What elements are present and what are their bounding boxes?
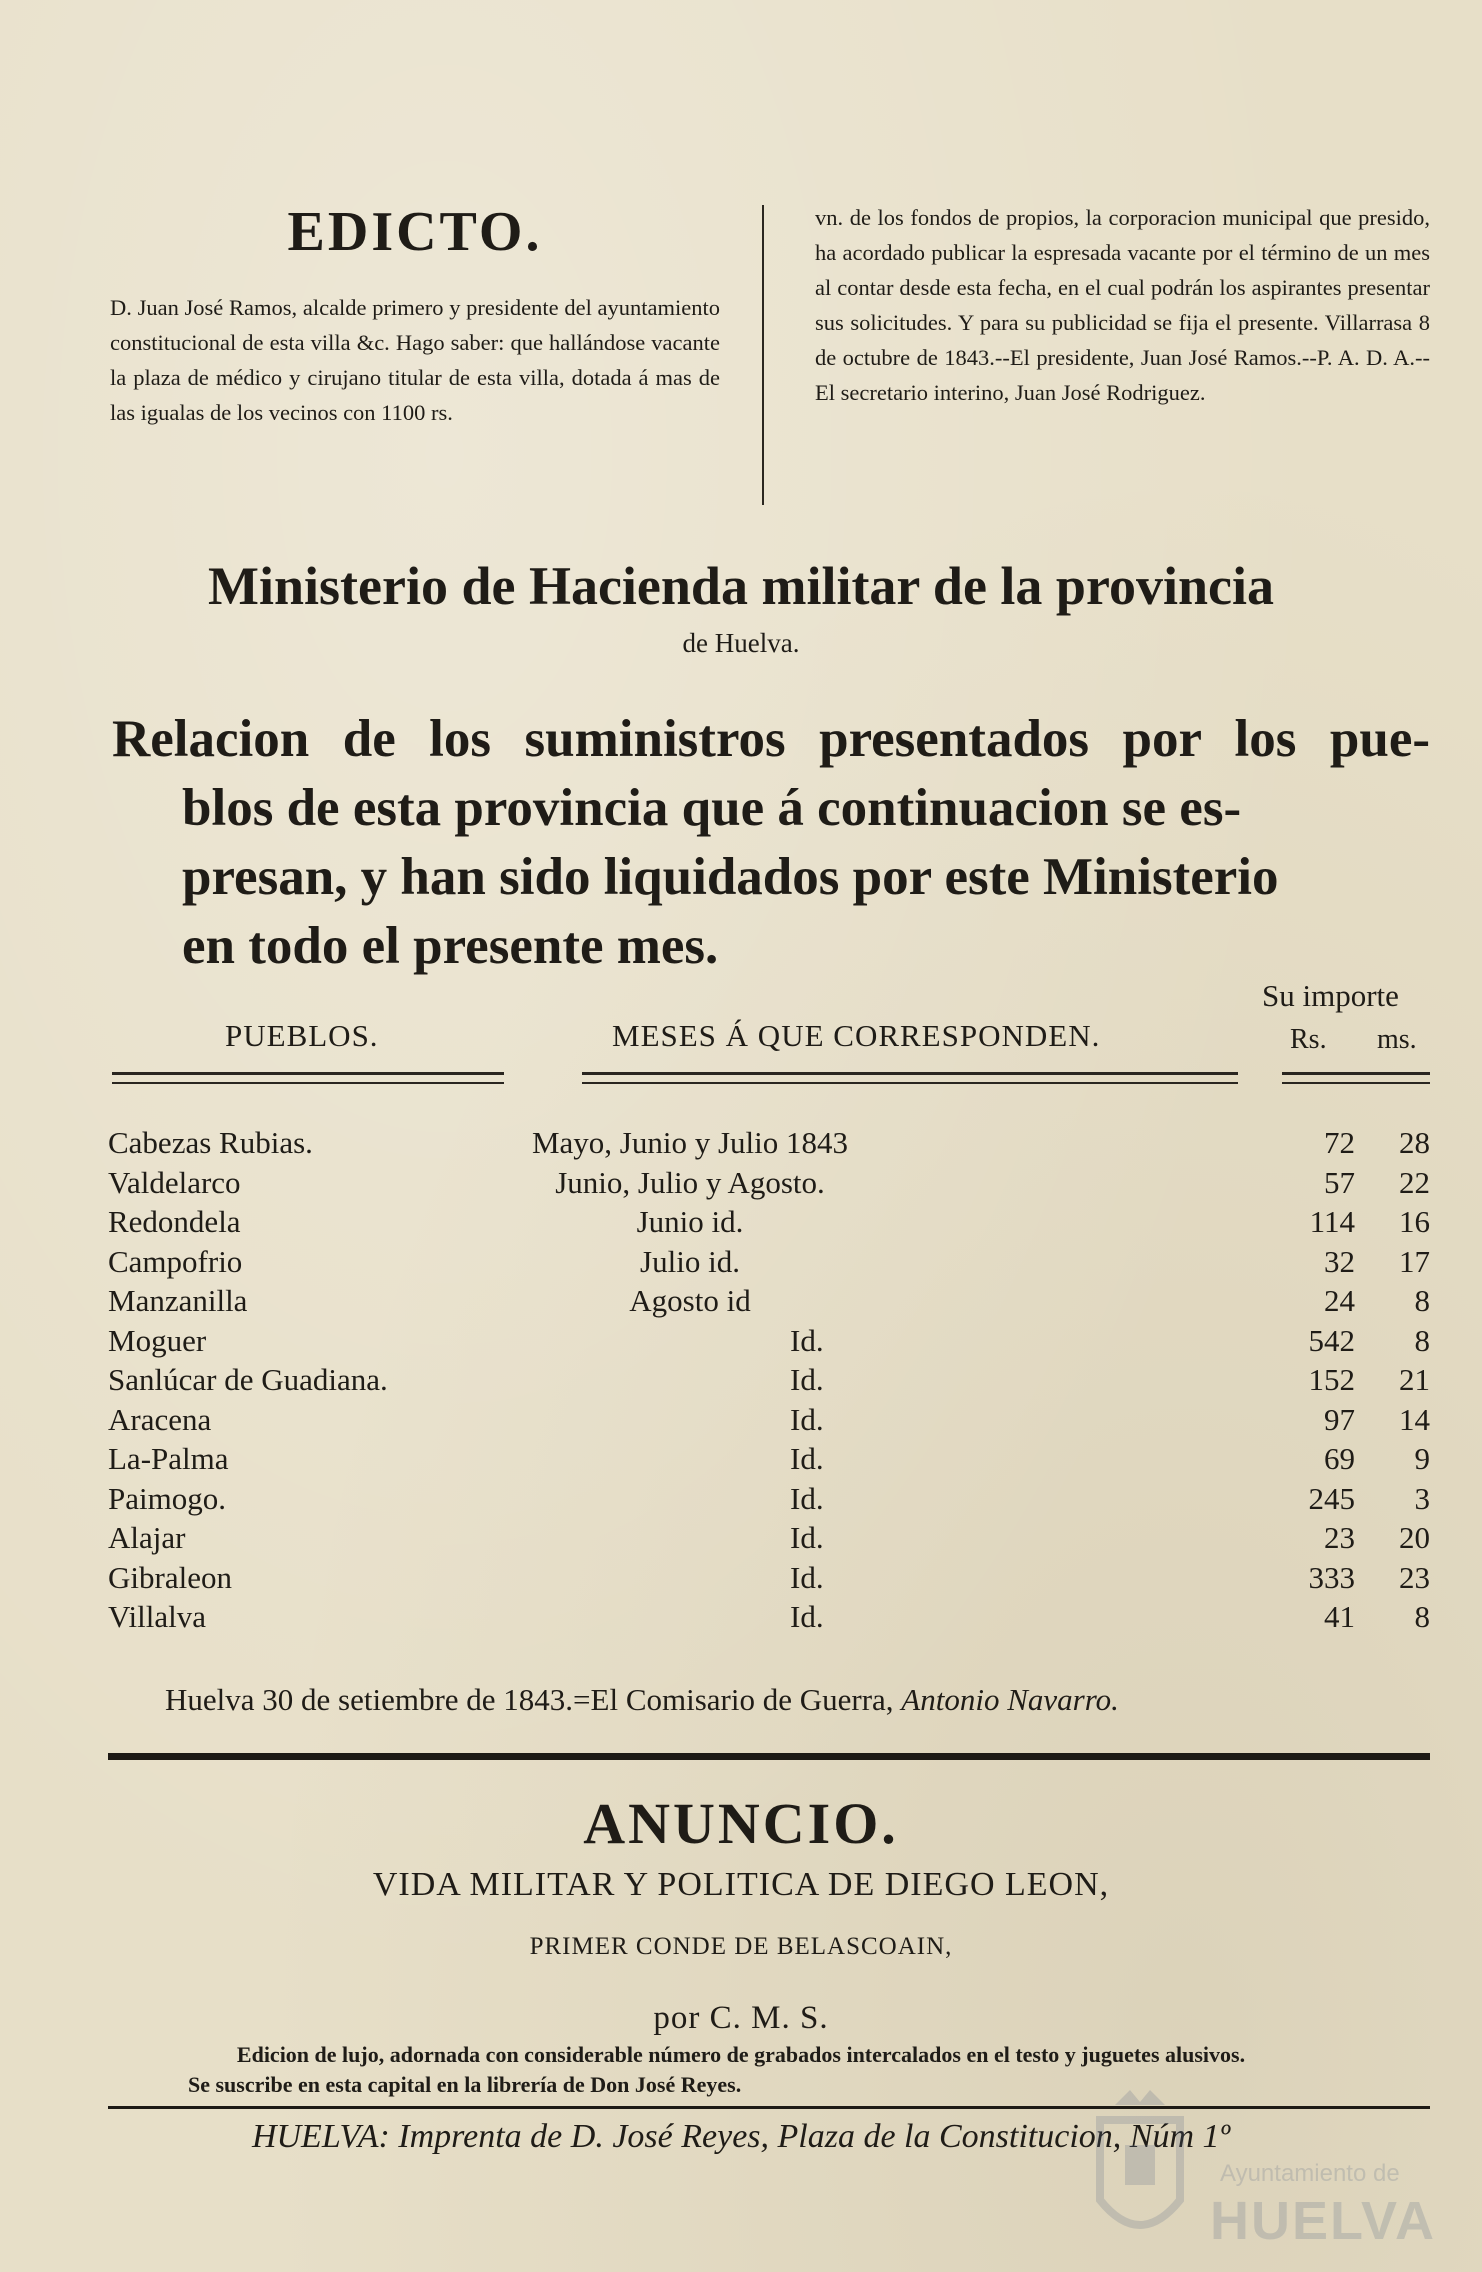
edicto-right-column [815, 200, 1430, 410]
table-row [0, 1560, 1482, 1600]
imprenta-footer: HUELVA: Imprenta de D. José Reyes, Plaza de la Constitucion, Núm 1º [251, 2118, 1231, 2155]
row-ms: 8 [1414, 1283, 1430, 1318]
ministerio-subtitle: de Huelva. [682, 628, 800, 658]
row-mes: Id. [790, 1322, 824, 1358]
anuncio-subtitle: PRIMER CONDE DE BELASCOAIN, [529, 1933, 953, 1960]
row-pueblo: Paimogo. [108, 1480, 226, 1516]
coat-of-arms-icon [1080, 2090, 1200, 2260]
row-rs: 245 [1308, 1480, 1355, 1516]
row-mes: Julio id. [640, 1243, 740, 1279]
row-rs: 32 [1324, 1243, 1355, 1279]
row-rs: 57 [1324, 1164, 1355, 1200]
row-ms: 9 [1414, 1441, 1430, 1476]
row-mes: Id. [790, 1441, 824, 1476]
table-row [0, 1362, 1482, 1402]
header-pueblos: PUEBLOS. [225, 1018, 379, 1053]
table-row [0, 1204, 1482, 1244]
row-mes: Id. [790, 1520, 824, 1555]
signature-text: Huelva 30 de setiembre de 1843.=El Comisario de Guerra, [165, 1682, 894, 1717]
row-ms: 20 [1399, 1520, 1430, 1555]
table-row [0, 1283, 1482, 1323]
row-ms: 16 [1399, 1204, 1430, 1239]
row-mes: Mayo, Junio y Julio 1843 [531, 1125, 849, 1160]
edicto-right-text: vn. de los fondos de propios, la corporacion municipal que presido, ha acordado publicar la espresada vacante por el término de un mes al contar desde esta fecha, en el cual podrán los aspirantes presentar sus solicitudes. Y para su publicidad se fija el presente. Villarrasa 8 de octubre de 1843.--El presidente, Juan José Ramos.--P. A. D. A.--El secretario interino, Juan José Rodriguez. [815, 205, 1430, 405]
header-importe: Su importe [1262, 978, 1399, 1013]
ministerio-title: Ministerio de Hacienda militar de la provincia [208, 556, 1274, 616]
header-rule-importe [1282, 1072, 1430, 1084]
row-ms: 28 [1399, 1125, 1430, 1160]
relacion-line-1: Relacion de los suministros presentados por los pue- [112, 710, 1430, 768]
header-meses: MESES Á QUE CORRESPONDEN. [612, 1018, 1101, 1053]
row-pueblo: Redondela [108, 1204, 241, 1239]
row-rs: 23 [1324, 1520, 1355, 1555]
table-row [0, 1244, 1482, 1284]
relacion-line-2: blos de esta provincia que á continuacion se es- [182, 779, 1242, 837]
watermark-line-2: HUELVA [1210, 2191, 1436, 2251]
relacion-line-4: en todo el presente mes. [182, 917, 719, 975]
row-mes: Junio id. [636, 1204, 744, 1239]
table-row [0, 1481, 1482, 1521]
table-row [0, 1165, 1482, 1205]
header-rs: Rs. [1290, 1024, 1327, 1055]
row-mes: Id. [790, 1599, 824, 1634]
row-ms: 3 [1414, 1480, 1430, 1516]
column-divider [762, 205, 764, 505]
anuncio-author: por C. M. S. [653, 2000, 829, 2036]
edicto-left-text: D. Juan José Ramos, alcalde primero y presidente del ayuntamiento constitucional de esta villa &c. Hago saber: que hallándose vacante la plaza de médico y cirujano titular de esta villa, dotada á mas de las igualas de los vecinos con 1100 rs. [110, 295, 720, 425]
header-rule-pueblos [112, 1072, 504, 1084]
row-mes: Id. [790, 1401, 824, 1437]
row-ms: 22 [1399, 1164, 1430, 1200]
table-row [0, 1402, 1482, 1442]
watermark-line-1: Ayuntamiento de [1220, 2160, 1400, 2187]
table-row [0, 1599, 1482, 1639]
row-mes: Id. [790, 1480, 824, 1516]
row-rs: 97 [1324, 1401, 1355, 1437]
anuncio-description: Edicion de lujo, adornada con considerable número de grabados intercalados en el testo y juguetes alusivos. [236, 2042, 1246, 2067]
table-row [0, 1441, 1482, 1481]
row-pueblo: Valdelarco [108, 1164, 241, 1200]
watermark [1080, 2090, 1436, 2260]
anuncio-subscription: Se suscribe en esta capital en la librería de Don José Reyes. [188, 2072, 742, 2097]
row-pueblo: Sanlúcar de Guadiana. [108, 1362, 388, 1397]
row-pueblo: La-Palma [108, 1441, 229, 1476]
row-pueblo: Gibraleon [108, 1559, 232, 1595]
row-ms: 21 [1399, 1362, 1430, 1397]
anuncio-title: ANUNCIO. [583, 1791, 899, 1856]
signature-name: Antonio Navarro. [901, 1682, 1119, 1717]
relacion-heading [112, 705, 1430, 981]
row-pueblo: Alajar [108, 1520, 186, 1555]
row-pueblo: Aracena [108, 1401, 212, 1437]
row-ms: 14 [1399, 1401, 1430, 1437]
table-body [0, 1125, 1482, 1639]
row-ms: 8 [1414, 1599, 1430, 1634]
row-rs: 41 [1324, 1599, 1355, 1634]
row-pueblo: Campofrio [108, 1243, 243, 1279]
edicto-left-column [110, 200, 720, 430]
header-ms: ms. [1377, 1024, 1417, 1055]
row-ms: 23 [1399, 1559, 1430, 1595]
row-pueblo: Manzanilla [108, 1283, 248, 1318]
row-rs: 114 [1309, 1204, 1355, 1239]
table-row [0, 1323, 1482, 1363]
row-mes: Id. [790, 1559, 824, 1595]
row-pueblo: Moguer [108, 1322, 207, 1358]
signature-line [165, 1682, 1119, 1718]
row-ms: 17 [1399, 1243, 1430, 1279]
row-pueblo: Cabezas Rubias. [108, 1125, 313, 1160]
row-pueblo: Villalva [108, 1599, 206, 1634]
table-row [0, 1125, 1482, 1165]
table-row [0, 1520, 1482, 1560]
row-mes: Agosto id [629, 1283, 751, 1318]
row-ms: 8 [1414, 1322, 1430, 1358]
section-divider [108, 1753, 1430, 1760]
edicto-title: EDICTO. [287, 201, 543, 263]
row-rs: 72 [1324, 1125, 1355, 1160]
row-rs: 24 [1324, 1283, 1355, 1318]
row-rs: 152 [1308, 1362, 1355, 1397]
row-mes: Id. [790, 1362, 824, 1397]
relacion-line-3: presan, y han sido liquidados por este Ministerio [182, 848, 1279, 906]
row-mes: Junio, Julio y Agosto. [555, 1164, 825, 1200]
row-rs: 542 [1308, 1322, 1355, 1358]
header-rule-meses [582, 1072, 1238, 1084]
row-rs: 333 [1308, 1559, 1355, 1595]
row-rs: 69 [1324, 1441, 1355, 1476]
anuncio-book-title: VIDA MILITAR Y POLITICA DE DIEGO LEON, [372, 1866, 1110, 1903]
